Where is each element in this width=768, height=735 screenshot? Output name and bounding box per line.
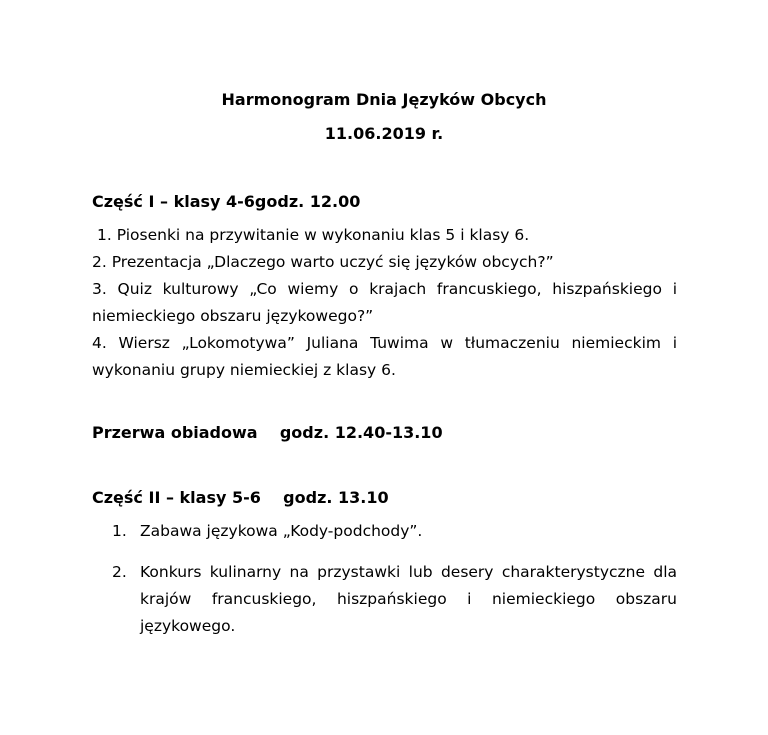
part1-line-6: wykonaniu grupy niemieckiej z klasy 6. [92, 361, 396, 379]
document-title: Harmonogram Dnia Języków Obcych [221, 90, 547, 109]
part1-line-5: 4. Wiersz „Lokomotywa” Juliana Tuwima w tłumaczeniu niemieckim i [92, 334, 677, 352]
part2-heading: Część II – klasy 5-6 godz. 13.10 [92, 488, 389, 507]
part2-item-1-text: Zabawa językowa „Kody-podchody”. [140, 522, 423, 540]
part1-line-3: 3. Quiz kulturowy „Co wiemy o krajach francuskiego, hiszpańskiego i [92, 280, 677, 298]
part2-item-2-line-1: Konkurs kulinarny na przystawki lub desery charakterystyczne dla [140, 563, 677, 581]
part2-item-2-number: 2. [112, 563, 127, 581]
part2-item-2-line-3: językowego. [140, 617, 236, 635]
part1-heading: Część I – klasy 4-6godz. 12.00 [92, 192, 361, 211]
document-date: 11.06.2019 r. [324, 124, 444, 143]
part2-item-2-line-2: krajów francuskiego, hiszpańskiego i niemieckiego obszaru [140, 590, 677, 608]
break-heading: Przerwa obiadowa godz. 12.40-13.10 [92, 423, 443, 442]
part1-line-2: 2. Prezentacja „Dlaczego warto uczyć się języków obcych?” [92, 253, 554, 271]
part1-line-4: niemieckiego obszaru językowego?” [92, 307, 374, 325]
part2-item-1-number: 1. [112, 522, 127, 540]
part1-line-1: 1. Piosenki na przywitanie w wykonaniu klas 5 i klasy 6. [97, 226, 530, 244]
